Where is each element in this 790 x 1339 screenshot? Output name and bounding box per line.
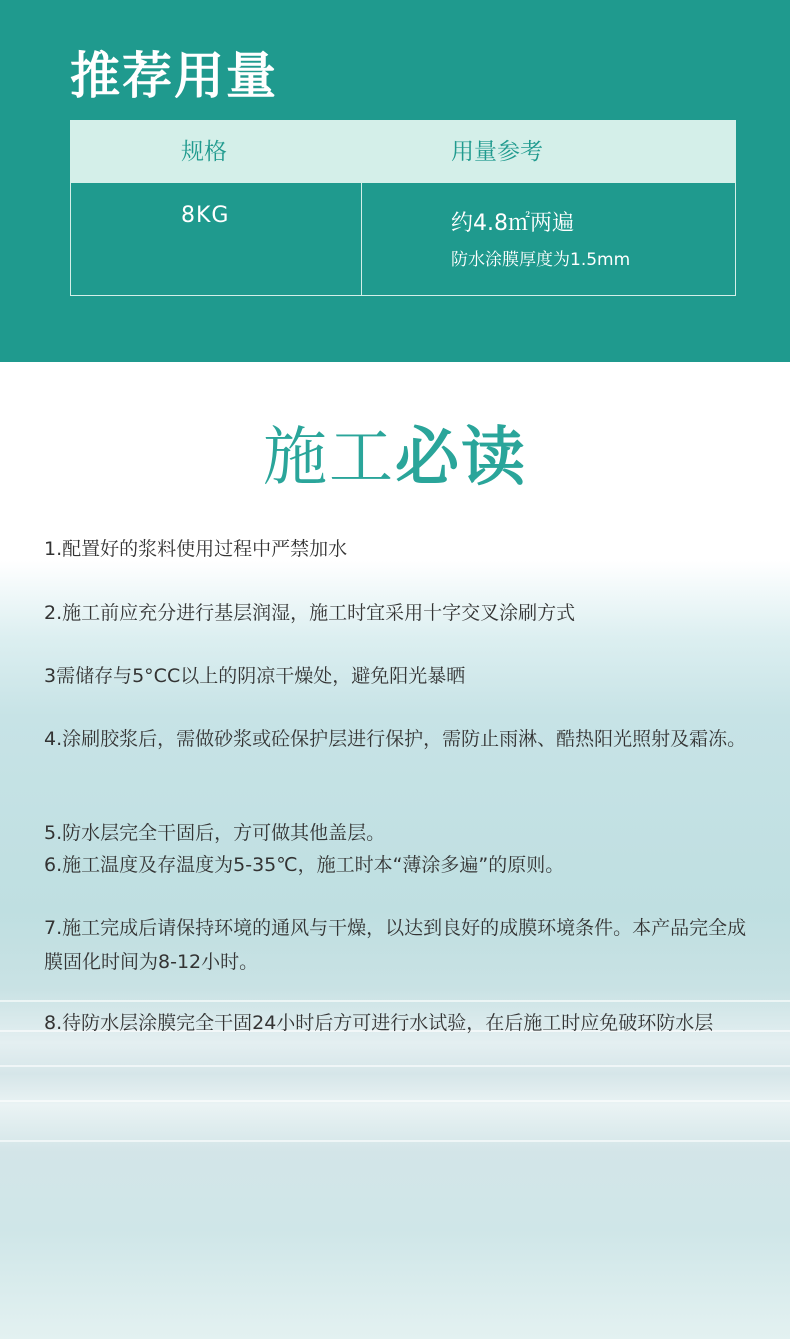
construction-title-bold: 必读 [395, 421, 527, 495]
water-ripple [0, 1140, 790, 1142]
water-ripple [0, 1065, 790, 1067]
water-ripple [0, 1100, 790, 1102]
usage-title: 推荐用量 [70, 47, 278, 105]
usage-table [70, 120, 736, 296]
usage-value: 约4.8㎡两遍 [451, 211, 574, 236]
spec-value: 8KG [181, 203, 230, 228]
construction-title-light: 施工 [263, 421, 395, 495]
usage-note: 防水涂膜厚度为1.5mm [451, 250, 631, 270]
note-item: 7.施工完成后请保持环境的通风与干燥，以达到良好的成膜环境条件。本产品完全成膜固化时间为8-12小时。 [44, 917, 747, 973]
header-spec: 规格 [181, 139, 227, 165]
note-item: 3需储存与5°CC以上的阴凉干燥处，避免阳光暴晒 [44, 665, 466, 687]
table-column-divider [361, 121, 362, 295]
note-item: 5.防水层完全干固后，方可做其他盖层。 [44, 822, 386, 844]
note-item: 8.待防水层涂膜完全干固24小时后方可进行水试验，在后施工时应免破环防水层 [44, 1012, 714, 1034]
note-item: 1.配置好的浆料使用过程中严禁加水 [44, 538, 348, 560]
note-item: 4.涂刷胶浆后，需做砂浆或砼保护层进行保护，需防止雨淋、酷热阳光照射及霜冻。 [44, 728, 747, 750]
usage-section [0, 0, 790, 362]
header-usage: 用量参考 [451, 139, 543, 165]
usage-table-header [71, 121, 735, 183]
note-item: 6.施工温度及存温度为5-35℃，施工时本“薄涂多遍”的原则。 [44, 854, 565, 876]
note-item: 2.施工前应充分进行基层润湿，施工时宜采用十字交叉涂刷方式 [44, 602, 576, 624]
water-ripple [0, 1000, 790, 1002]
construction-title [0, 418, 790, 498]
